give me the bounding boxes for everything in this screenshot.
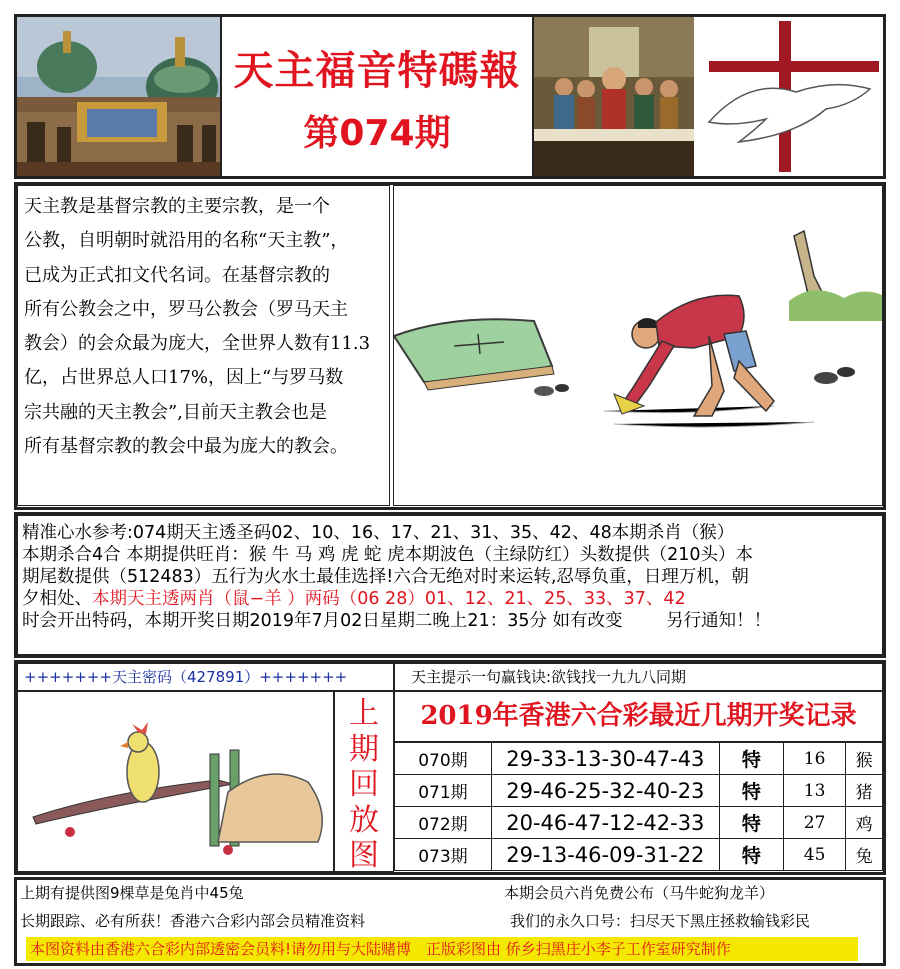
- result-special-label: 特: [719, 775, 783, 807]
- tips-line-5: [22, 610, 882, 632]
- result-numbers: 20-46-47-12-42-33: [491, 807, 719, 839]
- replay-label: [334, 691, 394, 872]
- replay-char: 上: [349, 696, 379, 731]
- result-numbers: 29-33-13-30-47-43: [491, 743, 719, 775]
- result-row: [395, 743, 883, 775]
- result-zodiac: 鸡: [846, 807, 883, 839]
- result-numbers: 29-46-25-32-40-23: [491, 775, 719, 807]
- footer-banner-text: 本图资料由香港六合彩内部透密会员料!请勿用与大陆赌博 正版彩图由 侨乡扫黑庄小李子工作室研究制作: [30, 940, 731, 958]
- secret-code: +++++++天主密码（427891）+++++++: [24, 668, 348, 686]
- result-special-label: 特: [719, 743, 783, 775]
- result-period: 073期: [395, 839, 492, 871]
- hint-bar: [394, 663, 883, 691]
- tips-line-2: 本期杀合4合 本期提供旺肖：猴 牛 马 鸡 虎 蛇 虎本期波色（主绿防红）头数提供（210头）本: [22, 545, 753, 565]
- farmer-illustration: [393, 185, 883, 506]
- result-special-label: 特: [719, 839, 783, 871]
- intro-line: 亿，占世界总人口17%，因上“与罗马数: [24, 367, 344, 389]
- issue-number: 第074期: [303, 113, 451, 154]
- result-period: 072期: [395, 807, 492, 839]
- intro-line: 天主教是基督宗教的主要宗教，是一个: [24, 196, 330, 217]
- tips-line-3: 期尾数提供（512483）五行为火水土最佳选择!六合无绝对时来运转,忍辱负重，日理万机，朝: [22, 567, 749, 587]
- tips-text: [22, 522, 882, 632]
- results-table: [394, 742, 883, 871]
- result-row: [395, 775, 883, 807]
- winning-hint: 天主提示一句赢钱诀:欲钱找一九九八同期: [411, 668, 687, 686]
- result-zodiac: 猪: [846, 775, 883, 807]
- result-row: [395, 839, 883, 871]
- result-zodiac: 猴: [846, 743, 883, 775]
- intro-line: 所有基督宗教的教会中最为庞大的教会。: [24, 436, 348, 458]
- result-zodiac: 兔: [846, 839, 883, 871]
- result-special-number: 45: [783, 839, 845, 871]
- tips-line-5-text: 时会开出特码，本期开奖日期2019年7月02日星期二晚上21：35分 如有改变: [22, 611, 623, 631]
- footer-row-1: [20, 882, 880, 904]
- tips-line-4-lead: 夕相处、: [22, 589, 92, 609]
- religious-image: [532, 17, 883, 176]
- result-period: 070期: [395, 743, 492, 775]
- result-special-number: 27: [783, 807, 845, 839]
- result-special-number: 13: [783, 775, 845, 807]
- results-title-box: [394, 691, 883, 742]
- footer-member-zodiac: 本期会员六肖免费公布（马牛蛇狗龙羊）: [504, 884, 775, 902]
- intro-line: 所有公教会之中，罗马公教会（罗马天主: [24, 298, 348, 320]
- intro-text: [24, 190, 390, 464]
- footer-last-issue: 上期有提供图9棵草是兔肖中45兔: [20, 884, 244, 902]
- replay-char: 回: [349, 767, 379, 802]
- cathedral-image: [17, 17, 222, 176]
- result-period: 071期: [395, 775, 492, 807]
- footer-row-2: [20, 910, 880, 932]
- tips-line-5-tail: 另行通知！！: [666, 611, 772, 631]
- replay-char: 期: [349, 731, 379, 767]
- replay-char: 图: [349, 838, 379, 873]
- tips-line-1: 精准心水参考:074期天主透圣码02、10、16、17、21、31、35、42、48本期杀肖（猴）: [22, 523, 735, 543]
- result-special-number: 16: [783, 743, 845, 775]
- tips-line-4: [22, 588, 882, 610]
- page-title: 天主福音特碼報: [233, 48, 521, 94]
- result-row: [395, 807, 883, 839]
- result-numbers: 29-13-46-09-31-22: [491, 839, 719, 871]
- results-title: 2019年香港六合彩最近几期开奖记录: [420, 701, 857, 731]
- intro-line: 教会）的会众最为庞大，全世界人数有11.3: [24, 333, 371, 355]
- footer-slogan: 我们的永久口号：扫尽天下黑庄拯救输钱彩民: [510, 912, 811, 930]
- tips-highlight: 本期天主透两肖（鼠−羊 ）两码（06 28）01、12、21、25、33、37、42: [92, 589, 686, 609]
- result-special-label: 特: [719, 807, 783, 839]
- intro-line: 宗共融的天主教会”,目前天主教会也是: [24, 401, 327, 423]
- replay-char: 放: [349, 802, 379, 838]
- bird-illustration: [17, 691, 334, 872]
- footer-banner: [26, 937, 858, 961]
- title-area: [222, 17, 532, 176]
- footer-tracking: 长期跟踪、必有所获！香港六合彩内部会员精准资料: [20, 912, 366, 930]
- intro-line: 已成为正式扣文代名词。在基督宗教的: [24, 264, 330, 286]
- secret-code-bar: [17, 663, 394, 691]
- intro-line: 公教，自明朝时就沿用的名称“天主教”，: [24, 230, 349, 252]
